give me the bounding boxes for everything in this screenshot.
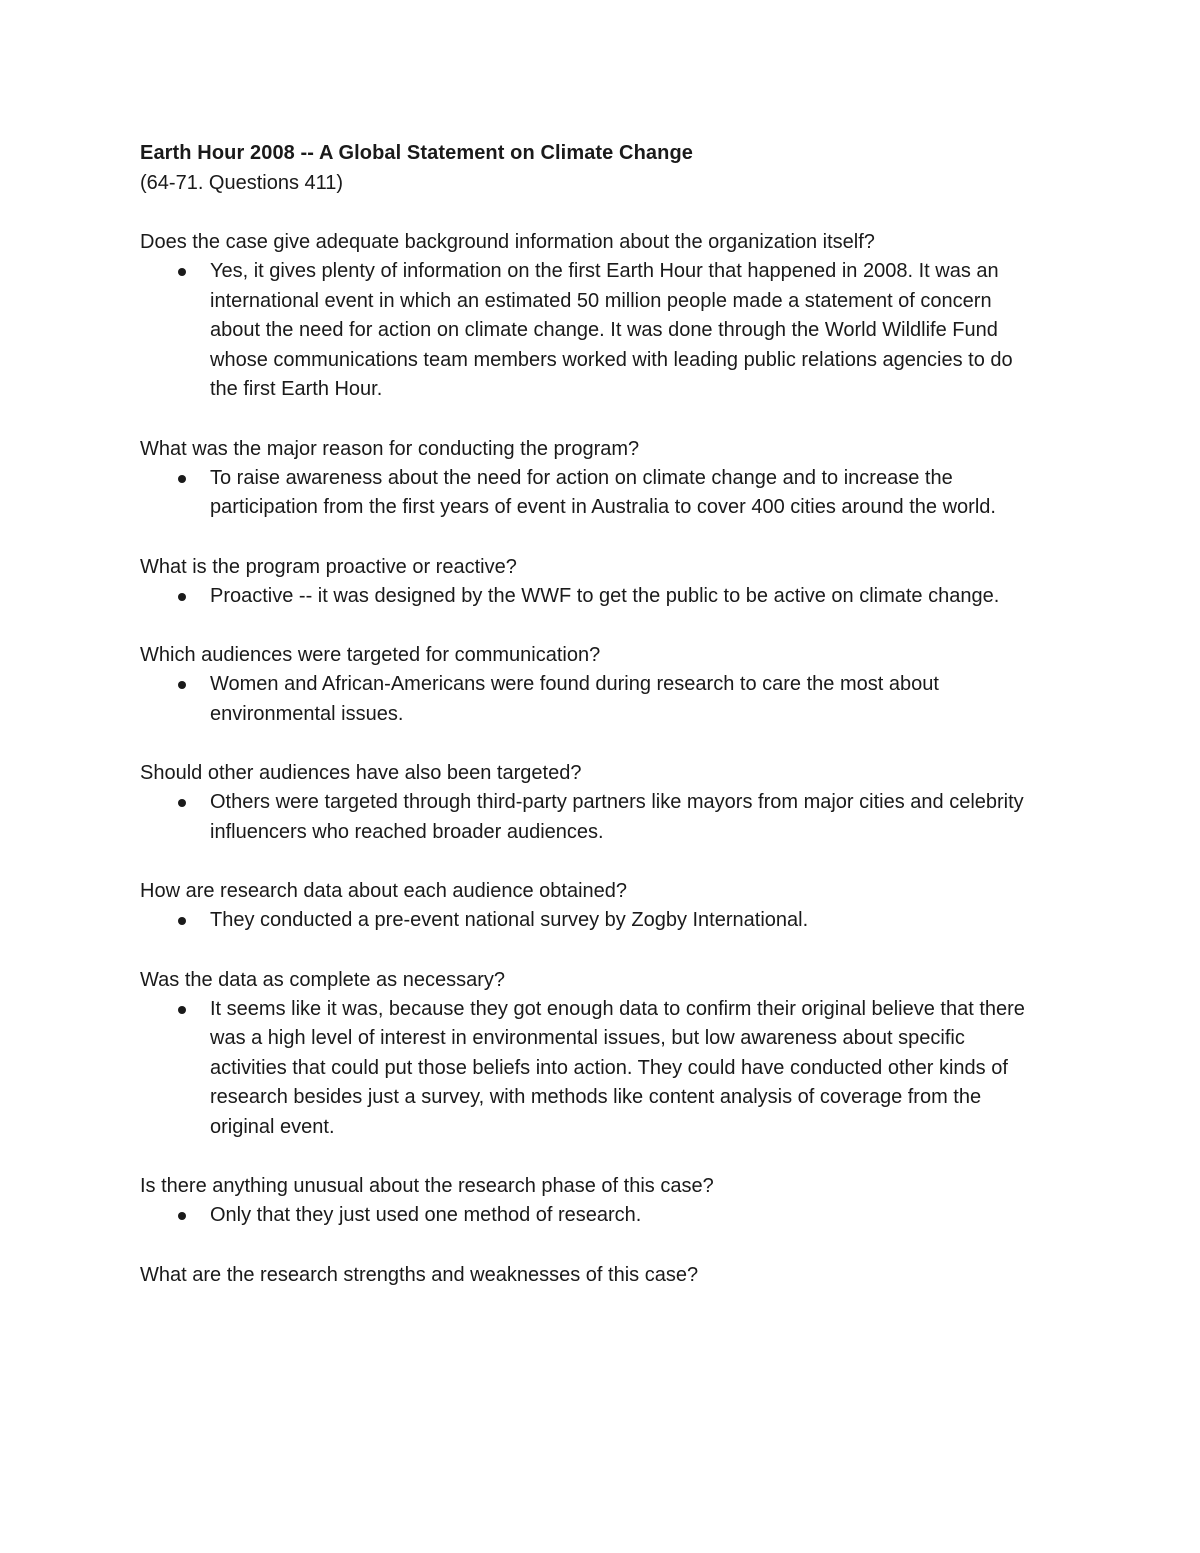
bullet-icon [178, 593, 186, 601]
bullet-icon [178, 268, 186, 276]
answer-item [140, 257, 1040, 405]
answer-list-1 [140, 257, 1040, 405]
question-6: How are research data about each audience obtained? [140, 880, 628, 902]
answer-list-3 [140, 582, 1040, 612]
qa-block-3 [140, 552, 1040, 612]
qa-block-6 [140, 876, 1040, 936]
answer-text: Only that they just used one method of research. [210, 1204, 642, 1226]
answer-text: To raise awareness about the need for action on climate change and to increase the participation from the first years of event in Australia to cover 400 cities around the world. [210, 466, 996, 518]
question-7: Was the data as complete as necessary? [140, 968, 505, 991]
answer-text: It seems like it was, because they got enough data to confirm their original believe that there was a high level of interest in environmental issues, but low awareness about specific activities that could put those beliefs into action. They could have conducted other kinds of research besides just a survey, with methods like content analysis of coverage from the original event. [210, 997, 1025, 1138]
answer-text: Yes, it gives plenty of information on the first Earth Hour that happened in 2008. It was an international event in which an estimated 50 million people made a statement of concern about the need for action on climate change. It was done through the World Wildlife Fund whose communications team members worked with leading public relations agencies to do the first Earth Hour. [210, 260, 1013, 400]
answer-item [140, 464, 1040, 523]
qa-block-2 [140, 434, 1040, 523]
qa-block-8 [140, 1171, 1040, 1231]
answer-list-7 [140, 995, 1040, 1143]
qa-block-1 [140, 227, 1040, 405]
qa-block-4 [140, 640, 1040, 729]
question-8: Is there anything unusual about the research phase of this case? [140, 1175, 714, 1197]
bullet-icon [178, 799, 186, 807]
qa-block-7 [140, 965, 1040, 1143]
answer-text: Proactive -- it was designed by the WWF to get the public to be active on climate change. [210, 584, 1000, 607]
answer-list-6 [140, 906, 1040, 936]
qa-block-5 [140, 758, 1040, 847]
question-3: What is the program proactive or reactive? [140, 555, 517, 578]
bullet-icon [178, 1006, 186, 1014]
answer-list-5 [140, 788, 1040, 847]
document-title: Earth Hour 2008 -- A Global Statement on Climate Change [140, 142, 693, 164]
bullet-icon [178, 475, 186, 483]
answer-item [140, 995, 1040, 1143]
bullet-icon [178, 681, 186, 689]
answer-item [140, 1201, 1040, 1231]
answer-text: Others were targeted through third-party partners like mayors from major cities and celebrity influencers who reached broader audiences. [210, 791, 1024, 843]
question-4: Which audiences were targeted for communication? [140, 644, 601, 666]
answer-item [140, 906, 1040, 936]
bullet-icon [178, 1212, 186, 1220]
answer-text: They conducted a pre-event national survey by Zogby International. [210, 909, 809, 931]
answer-list-2 [140, 464, 1040, 523]
answer-item [140, 788, 1040, 847]
document-subtitle: (64-71. Questions 411) [140, 172, 344, 194]
qa-block-9 [140, 1260, 1040, 1290]
question-5: Should other audiences have also been targeted? [140, 762, 582, 784]
answer-item [140, 670, 1040, 729]
answer-item [140, 582, 1040, 612]
answer-list-8 [140, 1201, 1040, 1231]
question-2: What was the major reason for conducting the program? [140, 437, 640, 460]
answer-text: Women and African-Americans were found during research to care the most about environmental issues. [210, 673, 939, 725]
bullet-icon [178, 917, 186, 925]
question-9: What are the research strengths and weaknesses of this case? [140, 1263, 699, 1286]
question-1: Does the case give adequate background information about the organization itself? [140, 231, 875, 253]
answer-list-4 [140, 670, 1040, 729]
document-page [140, 138, 1040, 1290]
